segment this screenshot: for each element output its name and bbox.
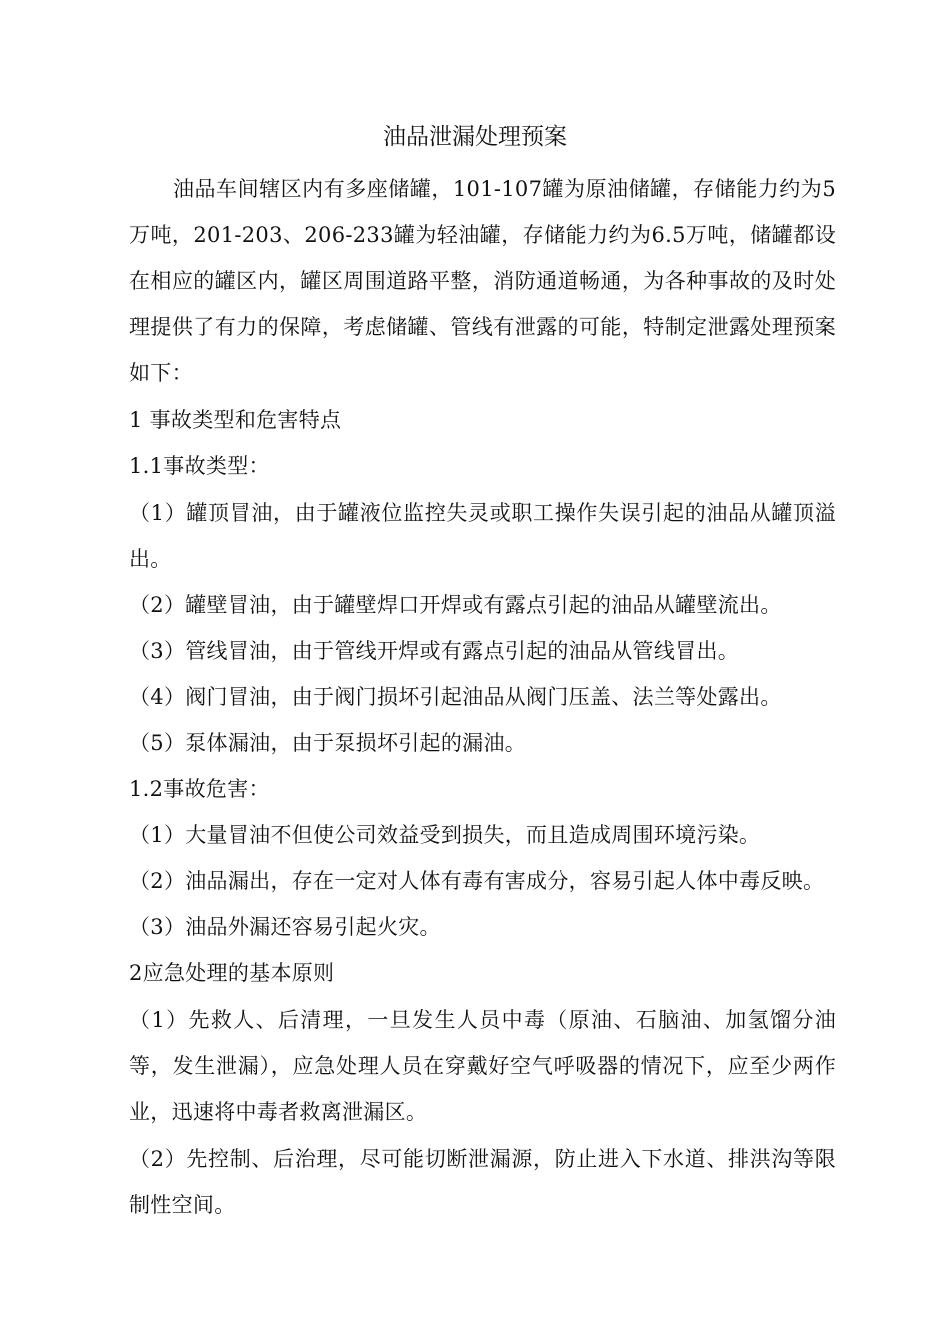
document-title: 油品泄漏处理预案 [383,124,567,150]
hazard-item-2: （2）油品漏出，存在一定对人体有毒有害成分，容易引起人体中毒反映。 [129,869,825,893]
intro-paragraph: 油品车间辖区内有多座储罐，101-107罐为原油储罐，存储能力约为5万吨，201-203、206-233罐为轻油罐，存储能力约为6.5万吨，储罐都设在相应的罐区内，罐区周围道路平整，消防通道畅通，为各种事故的及时处理提供了有力的保障，考虑储罐、管线有泄露的可能，特制定泄露处理预案如下： [129,177,836,385]
accident-type-item-1: （1）罐顶冒油，由于罐液位监控失灵或职工操作失误引起的油品从罐顶溢出。 [129,501,836,571]
section-1-heading: 1 事故类型和危害特点 [129,408,342,432]
accident-type-item-4: （4）阀门冒油，由于阀门损坏引起油品从阀门压盖、法兰等处露出。 [129,685,782,709]
section-2-heading: 2应急处理的基本原则 [129,961,335,985]
accident-type-item-3: （3）管线冒油，由于管线开焊或有露点引起的油品从管线冒出。 [129,639,740,663]
section-1-2-heading: 1.2事故危害： [129,777,270,801]
hazard-item-1: （1）大量冒油不但使公司效益受到损失，而且造成周围环境污染。 [129,823,761,847]
principle-item-2: （2）先控制、后治理，尽可能切断泄漏源，防止进入下水道、排洪沟等限制性空间。 [129,1147,836,1217]
accident-type-item-5: （5）泵体漏油，由于泵损坏引起的漏油。 [129,731,527,755]
section-1-1-heading: 1.1事故类型： [129,454,270,478]
hazard-item-3: （3）油品外漏还容易引起火灾。 [129,915,441,939]
accident-type-item-2: （2）罐壁冒油，由于罐壁焊口开焊或有露点引起的油品从罐壁流出。 [129,593,782,617]
principle-item-1: （1）先救人、后清理，一旦发生人员中毒（原油、石脑油、加氢馏分油等，发生泄漏），应急处理人员在穿戴好空气呼吸器的情况下，应至少两作业，迅速将中毒者救离泄漏区。 [129,1008,836,1124]
